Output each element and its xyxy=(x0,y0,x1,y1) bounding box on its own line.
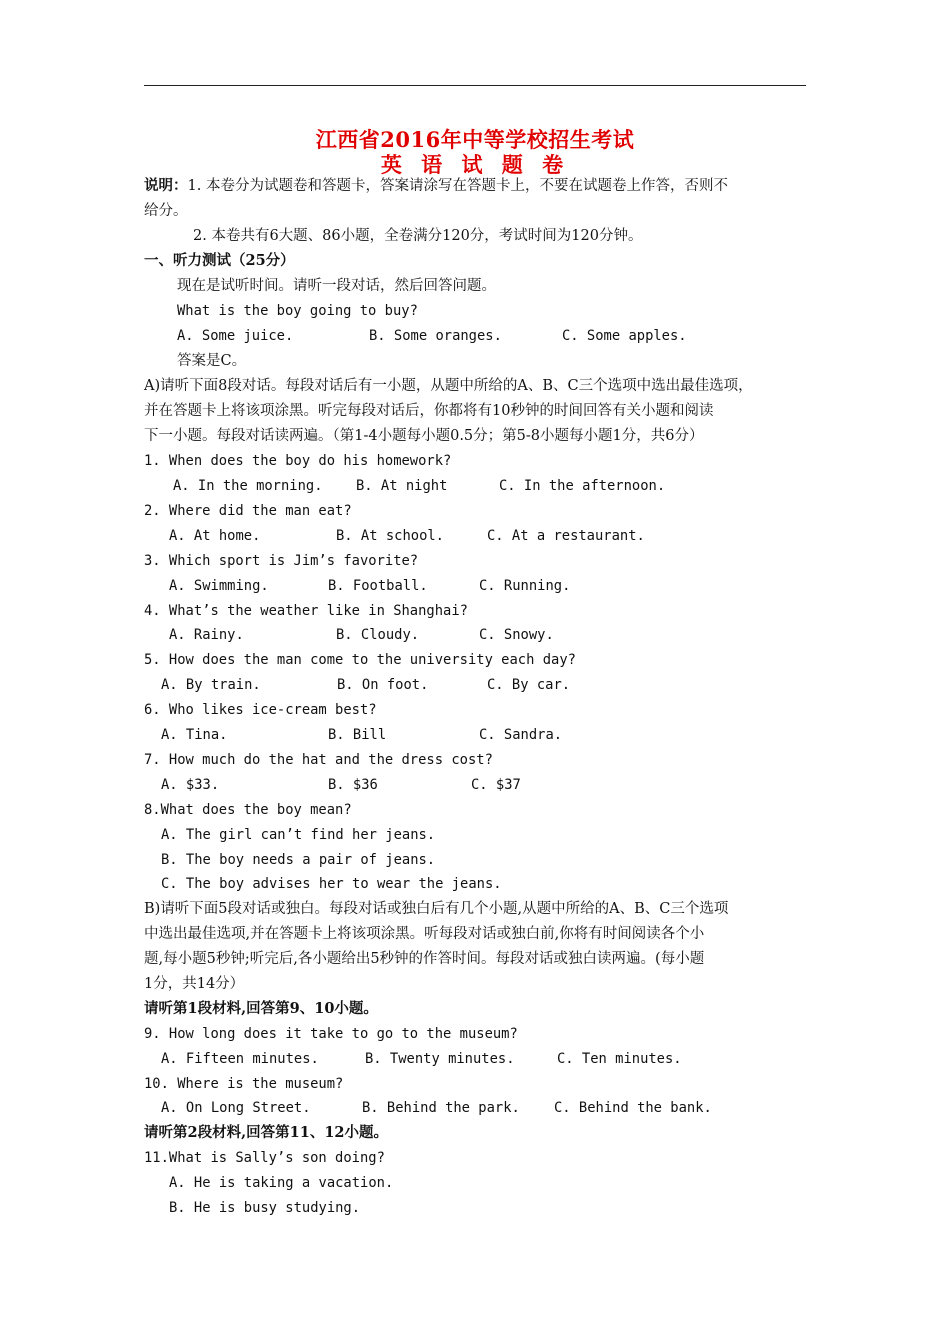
q7-option-c: C. $37 xyxy=(471,777,521,793)
question-9: 9. How long does it take to go to the museum? xyxy=(144,1026,518,1042)
question-2: 2. Where did the man eat? xyxy=(144,503,352,519)
note-label: 说明： xyxy=(144,177,188,194)
note-1-text: 1. 本卷分为试题卷和答题卡，答案请涂写在答题卡上，不要在试题卷上作答，否则不 xyxy=(187,178,728,194)
q11-option-a: A. He is taking a vacation. xyxy=(169,1175,394,1191)
q2-option-a: A. At home. xyxy=(169,528,261,544)
note-1 xyxy=(144,176,728,196)
q3-option-a: A. Swimming. xyxy=(169,578,269,594)
trial-option-c: C. Some apples. xyxy=(562,328,687,344)
question-8: 8.What does the boy mean? xyxy=(144,802,352,818)
q10-option-c: C. Behind the bank. xyxy=(554,1100,712,1116)
q4-option-b: B. Cloudy. xyxy=(336,627,420,643)
q9-option-b: B. Twenty minutes. xyxy=(365,1051,515,1067)
trial-question: What is the boy going to buy? xyxy=(177,303,418,319)
part-b-instruction-2: 中选出最佳选项,并在答题卡上将该项涂黑。听每段对话或独白前,你将有时间阅读各个小 xyxy=(144,926,705,942)
q6-option-c: C. Sandra. xyxy=(479,727,563,743)
trial-option-b: B. Some oranges. xyxy=(369,328,502,344)
q8-option-b: B. The boy needs a pair of jeans. xyxy=(161,852,436,868)
q7-option-a: A. $33. xyxy=(161,777,220,793)
part-b-instruction-4: 1分，共14分） xyxy=(144,976,245,992)
trial-answer: 答案是C。 xyxy=(177,353,247,369)
q5-option-b: B. On foot. xyxy=(337,677,429,693)
question-6: 6. Who likes ice-cream best? xyxy=(144,702,377,718)
q1-option-a: A. In the morning. xyxy=(173,478,323,494)
q8-option-a: A. The girl can’t find her jeans. xyxy=(161,827,436,843)
trial-intro: 现在是试听时间。请听一段对话，然后回答问题。 xyxy=(177,278,496,294)
part-a-instruction-3: 下一小题。每段对话读两遍。（第1-4小题每小题0.5分；第5-8小题每小题1分，共6分） xyxy=(144,428,704,444)
question-7: 7. How much do the hat and the dress cost? xyxy=(144,752,493,768)
exam-subtitle: 英 语 试 题 卷 xyxy=(380,152,570,177)
exam-title: 江西省2016年中等学校招生考试 xyxy=(315,127,635,152)
q9-option-c: C. Ten minutes. xyxy=(557,1051,682,1067)
part-a-instruction-1: A)请听下面8段对话。每段对话后有一小题，从题中所给的A、B、C三个选项中选出最佳选项， xyxy=(144,378,753,394)
q5-option-c: C. By car. xyxy=(487,677,571,693)
q4-option-c: C. Snowy. xyxy=(479,627,554,643)
material-1-heading: 请听第1段材料,回答第9、10小题。 xyxy=(144,1000,378,1017)
q7-option-b: B. $36 xyxy=(328,777,378,793)
header-rule xyxy=(144,85,806,86)
question-5: 5. How does the man come to the university each day? xyxy=(144,652,576,668)
q4-option-a: A. Rainy. xyxy=(169,627,244,643)
question-3: 3. Which sport is Jim’s favorite? xyxy=(144,553,419,569)
q1-option-c: C. In the afternoon. xyxy=(499,478,666,494)
material-2-heading: 请听第2段材料,回答第11、12小题。 xyxy=(144,1124,388,1141)
q10-option-b: B. Behind the park. xyxy=(362,1100,520,1116)
q3-option-c: C. Running. xyxy=(479,578,571,594)
note-1-cont: 给分。 xyxy=(144,203,188,219)
q11-option-b: B. He is busy studying. xyxy=(169,1200,361,1216)
q6-option-a: A. Tina. xyxy=(161,727,228,743)
question-4: 4. What’s the weather like in Shanghai? xyxy=(144,603,468,619)
q6-option-b: B. Bill xyxy=(328,727,387,743)
question-10: 10. Where is the museum? xyxy=(144,1076,344,1092)
part-b-instruction-3: 题,每小题5秒钟;听完后,各小题给出5秒钟的作答时间。每段对话或独白读两遍。(每小题 xyxy=(144,951,705,967)
part-a-instruction-2: 并在答题卡上将该项涂黑。听完每段对话后，你都将有10秒钟的时间回答有关小题和阅读 xyxy=(144,403,714,419)
q9-option-a: A. Fifteen minutes. xyxy=(161,1051,319,1067)
q10-option-a: A. On Long Street. xyxy=(161,1100,311,1116)
q2-option-c: C. At a restaurant. xyxy=(487,528,645,544)
q2-option-b: B. At school. xyxy=(336,528,444,544)
q5-option-a: A. By train. xyxy=(161,677,261,693)
question-11: 11.What is Sally’s son doing? xyxy=(144,1150,385,1166)
part-b-instruction-1: B)请听下面5段对话或独白。每段对话或独白后有几个小题,从题中所给的A、B、C三个选项 xyxy=(144,901,729,917)
section-heading: 一、听力测试（25分） xyxy=(144,252,295,269)
trial-option-a: A. Some juice. xyxy=(177,328,294,344)
question-1: 1. When does the boy do his homework? xyxy=(144,453,452,469)
q3-option-b: B. Football. xyxy=(328,578,428,594)
note-2: 2. 本卷共有6大题、86小题，全卷满分120分，考试时间为120分钟。 xyxy=(193,228,643,244)
q8-option-c: C. The boy advises her to wear the jeans. xyxy=(161,876,502,892)
q1-option-b: B. At night xyxy=(356,478,448,494)
